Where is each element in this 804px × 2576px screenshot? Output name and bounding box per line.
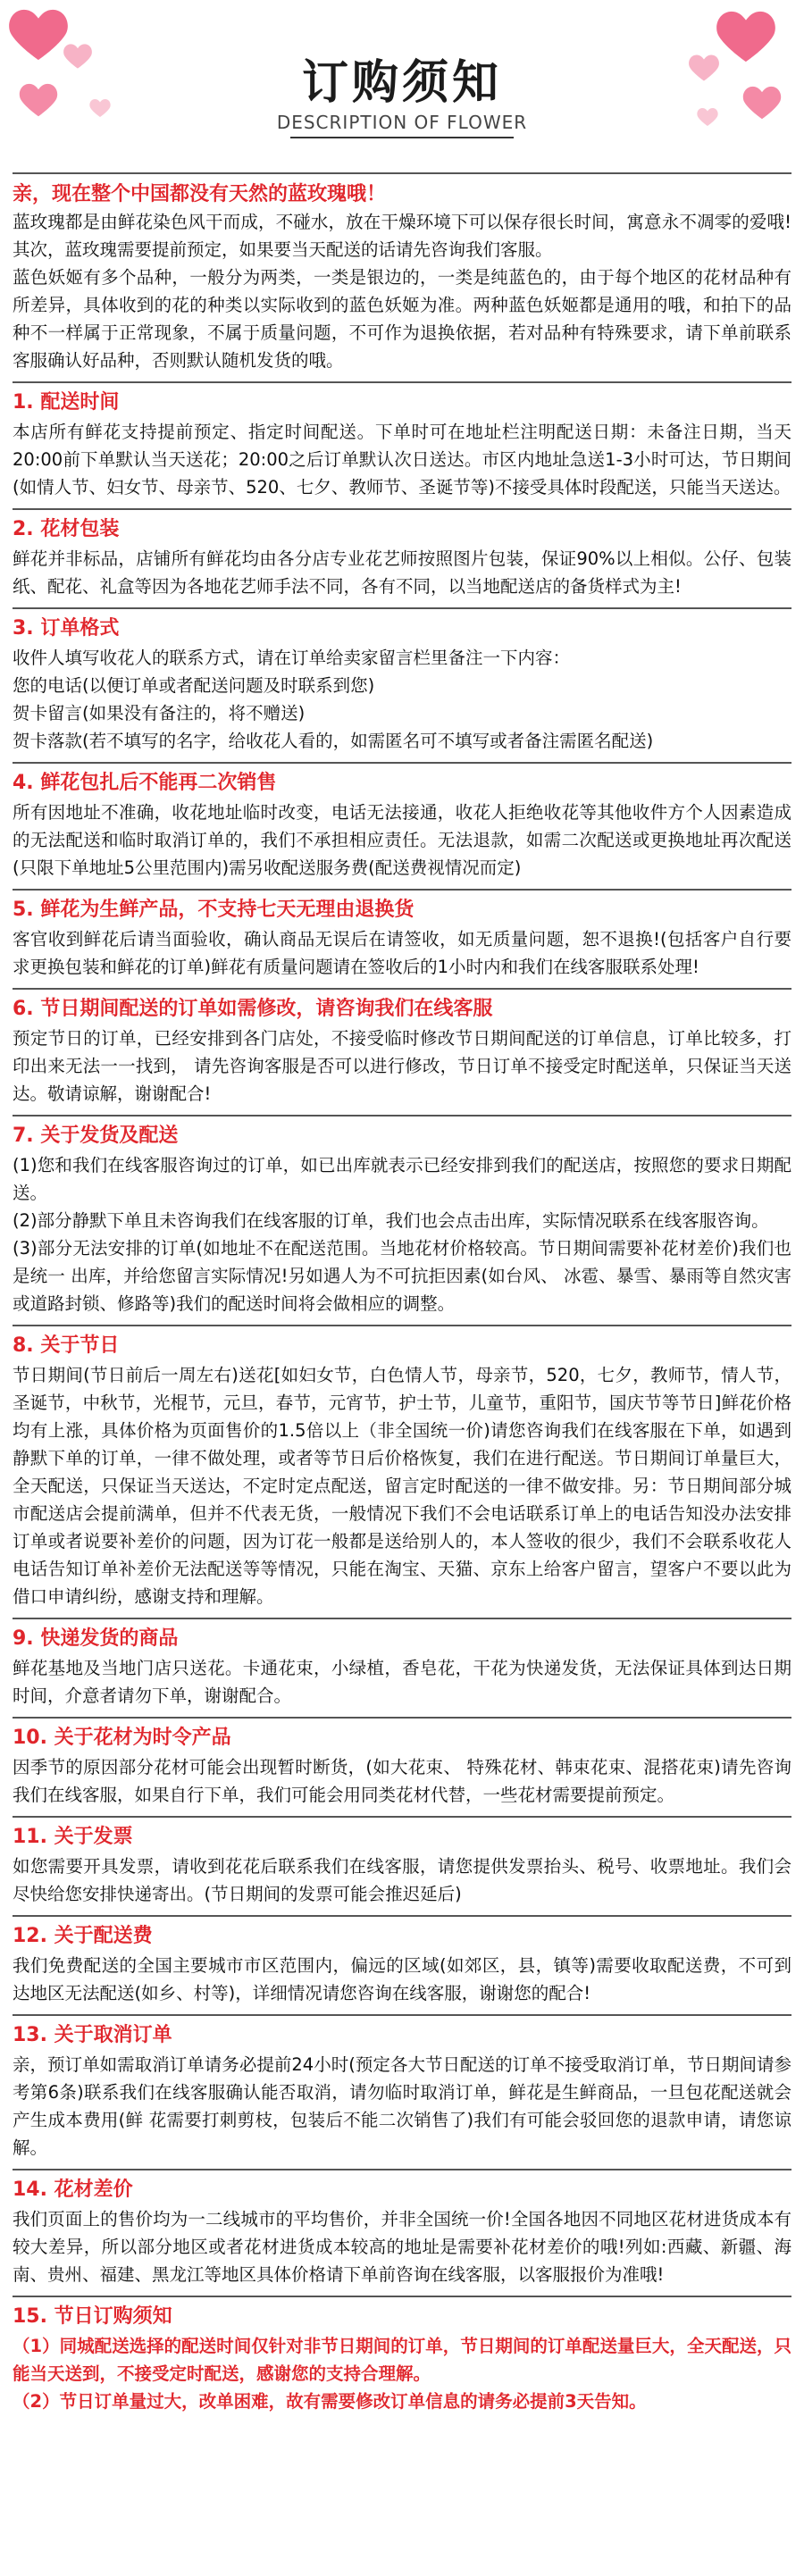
page-subtitle: DESCRIPTION OF FLOWER xyxy=(276,112,528,133)
festival-paragraph: （2）节日订单量过大，改单困难，故有需要修改订单信息的请务必提前3天告知。 xyxy=(13,2391,647,2412)
section-paragraph: 所有因地址不准确，收花地址临时改变，电话无法接通，收花人拒绝收花等其他收件方个人因素造成的无法配送和临时取消订单的，我们不承担相应责任。无法退款，如需二次配送或更换地址再次配送(只限下单地址5公里范围内)需另收配送服务费(配送费视情况而定) xyxy=(13,802,791,878)
section-paragraph: 收件人填写收花人的联系方式，请在订单给卖家留言栏里备注一下内容： xyxy=(13,648,571,668)
notice-section xyxy=(13,2016,791,2169)
festival-paragraph: （1）同城配送选择的配送时间仅针对非节日期间的订单，节日期间的订单配送量巨大，全天配送，只能当天送到，不接受定时配送，感谢您的支持合理解。 xyxy=(13,2336,791,2384)
section-title: 12. 关于配送费 xyxy=(13,1925,153,1947)
notice-section xyxy=(13,1917,791,2014)
section-title: 14. 花材差价 xyxy=(13,2179,133,2201)
section-paragraph: 我们页面上的售价均为一二线城市的平均售价，并非全国统一价!全国各地因不同地区花材进货成本有较大差异，所以部分地区或者花材进货成本较高的地址是需要补花材差价的哦!列如:西藏、新疆、海南、贵州、福建、黑龙江等地区具体价格请下单前咨询在线客服，以客服报价为准哦! xyxy=(13,2209,791,2285)
section-paragraph: (2)部分静默下单且未咨询我们在线客服的订单，我们也会点击出库，实际情况联系在线客服咨询。 xyxy=(13,1210,769,1231)
notice-section xyxy=(13,1326,791,1618)
notice-section xyxy=(13,1117,791,1325)
notice-section xyxy=(13,609,791,762)
festival-section xyxy=(13,2297,791,2422)
section-paragraph: 贺卡落款(若不填写的名字，给收花人看的，如需匿名可不填写或者备注需匿名配送) xyxy=(13,731,654,751)
section-paragraph: 客官收到鲜花后请当面验收，确认商品无误后在请签收，如无质量问题，恕不退换!(包括客户自行要求更换包装和鲜花的订单)鲜花有质量问题请在签收后的1小时内和我们在线客服联系处理! xyxy=(13,929,791,977)
section-title: 11. 关于发票 xyxy=(13,1826,133,1848)
section-paragraph: 亲，预订单如需取消订单请务必提前24小时(预定各大节日配送的订单不接受取消订单，节日期间请参考第6条)联系我们在线客服确认能否取消，请勿临时取消订单，鲜花是生鲜商品，一旦包花配送就会产生成本费用(鲜 花需要打刺剪枝，包装后不能二次销售了)我们有可能会驳回您的退款申请，请您谅解。 xyxy=(13,2054,791,2158)
notice-section xyxy=(13,891,791,988)
section-title: 2. 花材包装 xyxy=(13,518,120,540)
section-paragraph: 鲜花并非标品，店铺所有鲜花均由各分店专业花艺师按照图片包装，保证90%以上相似。公仔、包装纸、配花、礼盒等因为各地花艺师手法不同，各有不同，以当地配送店的备货样式为主! xyxy=(13,548,791,597)
intro-title: 亲，现在整个中国都没有天然的蓝玫瑰哦！ xyxy=(13,183,387,205)
notice-content xyxy=(0,165,804,2422)
section-paragraph: 本店所有鲜花支持提前预定、指定时间配送。下单时可在地址栏注明配送日期：未备注日期，当天20:00前下单默认当天送花；20:00之后订单默认次日送达。市区内地址急送1-3小时可达，节日期间(如情人节、妇女节、母亲节、520、七夕、教师节、圣诞节等)不接受具体时段配送，只能当天送达。 xyxy=(13,422,791,498)
section-paragraph: 节日期间(节日前后一周左右)送花[如妇女节，白色情人节，母亲节，520，七夕，教师节，情人节，圣诞节，中秋节，光棍节，元旦，春节，元宵节，护士节，儿童节，重阳节，国庆节等节日]鲜花价格均有上涨，具体价格为页面售价的1.5倍以上（非全国统一价)请您咨询我们在线客服在下单，如遇到静默下单的订单，一律不做处理，或者等节日后价格恢复，我们在进行配送。节日期间订单量巨大，全天配送，只保证当天送达，不定时定点配送，留言定时配送的一律不做安排。另：节日期间部分城市配送店会提前满单，但并不代表无货，一般情况下我们不会电话联系订单上的电话告知没办法安排订单或者说要补差价的问题，因为订花一般都是送给别人的，本人签收的很少，我们不会联系收花人电话告知订单补差价无法配送等等情况，只能在淘宝、天猫、京东上给客户留言，望客户不要以此为借口申请纠纷，感谢支持和理解。 xyxy=(13,1365,791,1607)
page-title: 订购须知 xyxy=(301,56,502,110)
section-title: 6. 节日期间配送的订单如需修改，请咨询我们在线客服 xyxy=(13,998,493,1020)
section-paragraph: 您的电话(以便订单或者配送问题及时联系到您) xyxy=(13,675,375,696)
notice-section xyxy=(13,1719,791,1816)
section-paragraph: 贺卡留言(如果没有备注的，将不赠送) xyxy=(13,703,306,723)
section-title: 8. 关于节日 xyxy=(13,1334,120,1357)
intro-paragraph: 蓝色妖姬有多个品种，一般分为两类，一类是银边的，一类是纯蓝色的，由于每个地区的花材品种有所差异，具体收到的花的种类以实际收到的蓝色妖姬为准。两种蓝色妖姬都是通用的哦，和拍下的品种不一样属于正常现象，不属于质量问题，不可作为退换依据，若对品种有特殊要求，请下单前联系客服确认好品种，否则默认随机发货的哦。 xyxy=(13,267,791,371)
section-title: 15. 节日订购须知 xyxy=(13,2305,172,2328)
section-title: 13. 关于取消订单 xyxy=(13,2024,172,2046)
section-title: 10. 关于花材为时令产品 xyxy=(13,1727,231,1749)
notice-section xyxy=(13,2170,791,2296)
section-paragraph: 我们免费配送的全国主要城市市区范围内，偏远的区域(如郊区，县，镇等)需要收取配送费，不可到达地区无法配送(如乡、村等)，详细情况请您咨询在线客服，谢谢您的配合! xyxy=(13,1955,791,2003)
section-title: 7. 关于发货及配送 xyxy=(13,1125,179,1147)
notice-section xyxy=(13,1619,791,1717)
section-title: 9. 快递发货的商品 xyxy=(13,1627,179,1650)
section-paragraph: 如您需要开具发票，请收到花花后联系我们在线客服，请您提供发票抬头、税号、收票地址。我们会尽快给您安排快递寄出。(节日期间的发票可能会推迟延后) xyxy=(13,1856,791,1904)
section-title: 3. 订单格式 xyxy=(13,617,120,640)
section-paragraph: 鲜花基地及当地门店只送花。卡通花束，小绿植，香皂花，干花为快递发货，无法保证具体到达日期时间，介意者请勿下单，谢谢配合。 xyxy=(13,1658,791,1706)
notice-section xyxy=(13,1818,791,1915)
section-paragraph: 因季节的原因部分花材可能会出现暂时断货，(如大花束、 特殊花材、韩束花束、混搭花束)请先咨询我们在线客服，如果自行下单，我们可能会用同类花材代替，一些花材需要提前预定。 xyxy=(13,1757,791,1805)
section-paragraph: 预定节日的订单，已经安排到各门店处，不接受临时修改节日期间配送的订单信息，订单比较多，打印出来无法一一找到， 请先咨询客服是否可以进行修改，节日订单不接受定时配送单，只保证当天送达。敬请谅解，谢谢配合! xyxy=(13,1028,791,1104)
section-paragraph: (1)您和我们在线客服咨询过的订单，如已出库就表示已经安排到我们的配送店，按照您的要求日期配送。 xyxy=(13,1155,791,1203)
notice-section xyxy=(13,510,791,607)
section-title: 1. 配送时间 xyxy=(13,391,120,414)
notice-section xyxy=(13,383,791,508)
intro-section xyxy=(13,174,791,381)
notice-section xyxy=(13,990,791,1115)
intro-paragraph: 蓝玫瑰都是由鲜花染色风干而成，不碰水，放在干燥环境下可以保存很长时间，寓意永不凋零的爱哦!其次，蓝玫瑰需要提前预定，如果要当天配送的话请先咨询我们客服。 xyxy=(13,212,791,260)
section-title: 5. 鲜花为生鲜产品，不支持七天无理由退换货 xyxy=(13,899,415,921)
page-header xyxy=(0,0,804,165)
section-paragraph: (3)部分无法安排的订单(如地址不在配送范围。当地花材价格较高。节日期间需要补花材差价)我们也是统一 出库，并给您留言实际情况!另如遇人为不可抗拒因素(如台风、 冰雹、暴雪、暴雨等自然灾害或道路封锁、修路等)我们的配送时间将会做相应的调整。 xyxy=(13,1238,791,1314)
section-title: 4. 鲜花包扎后不能再二次销售 xyxy=(13,772,277,794)
notice-section xyxy=(13,764,791,889)
subtitle-underline xyxy=(290,137,514,138)
